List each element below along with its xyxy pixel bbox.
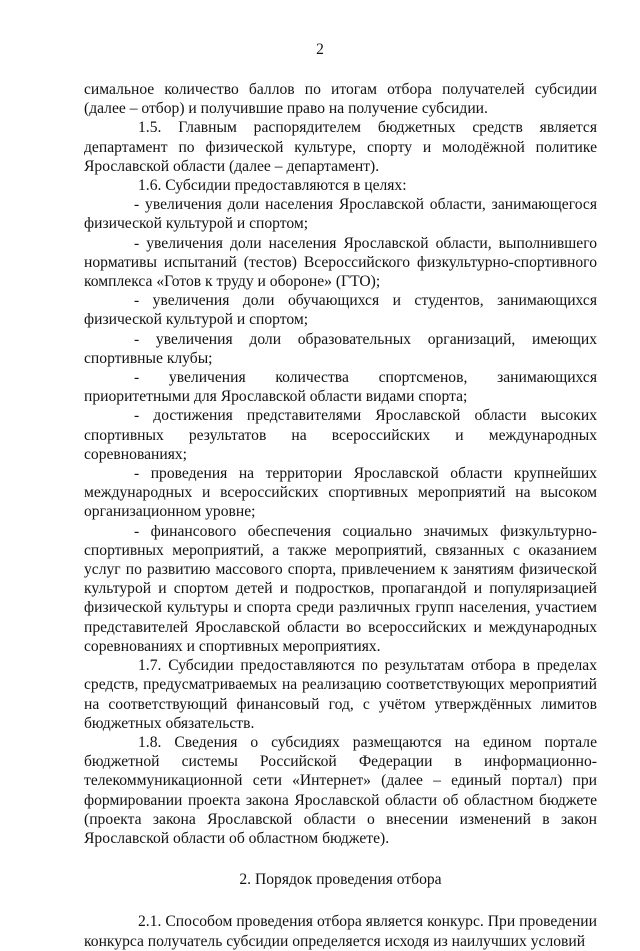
list-item: - увеличения количества спортсменов, занимающихся приоритетными для Ярославской области видами спорта;	[84, 369, 597, 406]
list-item: - увеличения доли обучающихся и студентов, занимающихся физической культурой и спортом;	[84, 292, 597, 329]
paragraph: симальное количество баллов по итогам отбора получателей субсидии (далее – отбор) и получившие право на получение субсидии.	[84, 81, 597, 118]
page-number: 2	[316, 41, 324, 58]
list-item: - увеличения доли образовательных организаций, имеющих спортивные клубы;	[84, 330, 597, 367]
document-body	[84, 80, 597, 951]
section-1-body	[84, 80, 597, 848]
paragraph: 1.7. Субсидии предоставляются по результатам отбора в пределах средств, предусматриваемых на реализацию соответствующих мероприятий на соответствующий финансовый год, с учётом утверждённых лимитов бюджетных обязательств.	[84, 657, 597, 732]
paragraph: 2.1. Способом проведения отбора является конкурс. При проведении конкурса получатель субсидии определяется исходя из наилучших условий	[84, 913, 597, 950]
section-heading: 2. Порядок проведения отбора	[239, 871, 442, 889]
paragraph: 1.8. Сведения о субсидиях размещаются на едином портале бюджетной системы Российской Федерации в информационно-телекоммуникационной сети «Интернет» (далее – единый портал) при формировании проекта закона Ярославской области об областном бюджете (проекта закона Ярославской области о внесении изменений в закон Ярославской области об областном бюджете).	[84, 733, 597, 847]
list-item: - достижения представителями Ярославской области высоких спортивных результатов на всероссийских и международных соревнованиях;	[84, 407, 597, 463]
paragraph: 1.6. Субсидии предоставляются в целях:	[138, 177, 407, 195]
section-2-body	[84, 912, 597, 950]
paragraph: 1.5. Главным распорядителем бюджетных средств является департамент по физической культуре, спорту и молодёжной политике Ярославской области (далее – департамент).	[84, 119, 597, 175]
list-item: - увеличения доли населения Ярославской области, выполнившего нормативы испытаний (тестов) Всероссийского физкультурно-спортивного комплекса «Готов к труду и обороне» (ГТО);	[84, 234, 597, 291]
list-item: - увеличения доли населения Ярославской области, занимающегося физической культурой и спортом;	[84, 196, 597, 233]
list-item: - проведения на территории Ярославской области крупнейших международных и всероссийских спортивных мероприятий на высоком организационном уровне;	[84, 465, 597, 521]
list-item: - финансового обеспечения социально значимых физкультурно-спортивных мероприятий, а также мероприятий, связанных с оказанием услуг по развитию массового спорта, привлечением к занятиям физической культурой и спортом детей и подростков, пропагандой и популяризацией физической культуры и спорта среди различных групп населения, участием представителей Ярославской области во всероссийских и международных соревнованиях и спортивных мероприятиях.	[84, 522, 597, 655]
